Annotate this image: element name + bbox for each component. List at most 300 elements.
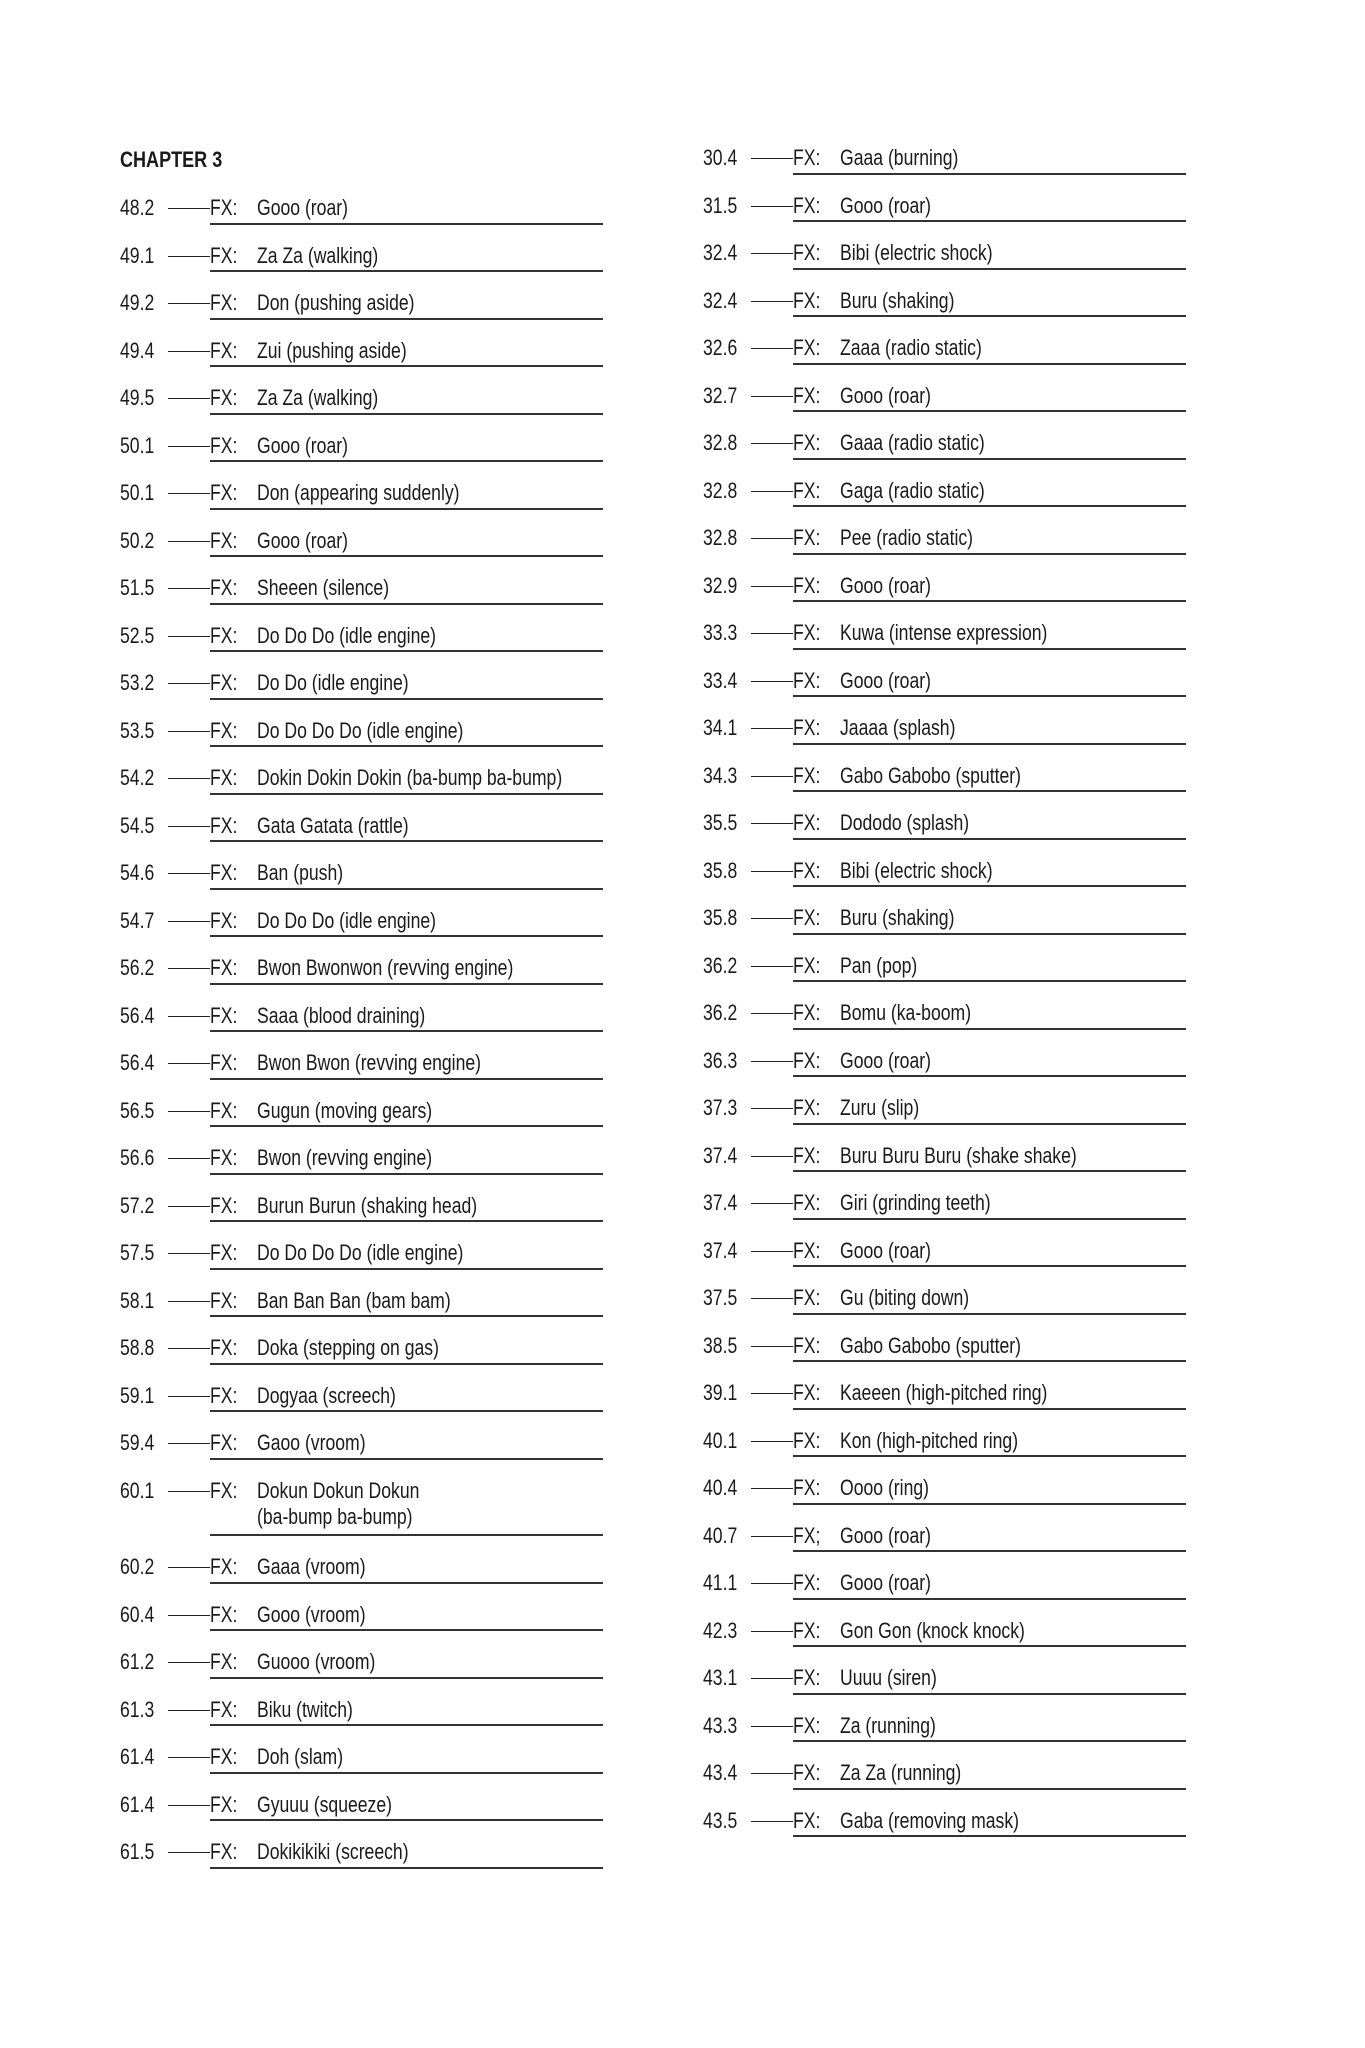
fx-entry: [120, 1641, 640, 1689]
leader-line: [168, 398, 210, 399]
page-panel-number: 37.4: [703, 1190, 738, 1215]
leader-line: [168, 1158, 210, 1159]
fx-label: FX:: [793, 1332, 821, 1358]
leader-line: [751, 918, 793, 919]
fx-text: Dokin Dokin Dokin (ba-bump ba-bump): [257, 765, 563, 790]
fx-label: FX:: [210, 955, 238, 980]
fx-text: Oooo (ring): [840, 1475, 930, 1500]
fx-text: Gaaa (vroom): [257, 1554, 366, 1579]
page-panel-number: 40.4: [703, 1475, 738, 1500]
fx-translation: [257, 433, 348, 459]
fx-entry: [120, 1042, 640, 1090]
leader-line: [168, 1301, 210, 1302]
page-panel-number: 60.4: [120, 1601, 155, 1627]
fx-text: Gooo (roar): [840, 1047, 931, 1073]
fx-label: FX:: [210, 1050, 238, 1075]
underline: [793, 1598, 1186, 1600]
fx-translation: [257, 1145, 432, 1171]
page-panel-number: 56.4: [120, 1050, 155, 1075]
leader-line: [168, 968, 210, 969]
fx-text: Gaga (radio static): [840, 477, 985, 503]
underline: [210, 1582, 603, 1584]
fx-text: Bibi (electric shock): [840, 240, 993, 265]
fx-text: Gooo (roar): [257, 195, 348, 220]
fx-entry: [120, 235, 640, 283]
fx-text: Dokun Dokun Dokun: [257, 1477, 420, 1503]
fx-label: FX:: [793, 1285, 821, 1310]
leader-line: [751, 396, 793, 397]
underline: [793, 1075, 1186, 1077]
page-panel-number: 36.3: [703, 1047, 738, 1073]
leader-line: [168, 873, 210, 874]
page-panel-number: 40.1: [703, 1427, 738, 1453]
page-panel-number: 42.3: [703, 1617, 738, 1643]
underline: [210, 1724, 603, 1726]
fx-text: Jaaaa (splash): [840, 715, 956, 740]
leader-line: [751, 1203, 793, 1204]
fx-translation: [257, 860, 343, 886]
underline: [793, 980, 1186, 982]
fx-label: FX:: [793, 430, 821, 455]
fx-entry: [120, 1784, 640, 1832]
fx-entry: [703, 1562, 1223, 1610]
fx-label: FX:: [210, 385, 238, 410]
underline: [793, 1360, 1186, 1362]
fx-text: Gaaa (radio static): [840, 430, 985, 455]
leader-line: [751, 538, 793, 539]
page-panel-number: 32.9: [703, 572, 738, 598]
fx-translation: [840, 763, 1021, 789]
underline: [210, 1220, 603, 1222]
fx-entry: [703, 280, 1223, 328]
fx-entry: [703, 755, 1223, 803]
leader-line: [751, 871, 793, 872]
underline: [210, 1363, 603, 1365]
leader-line: [168, 1253, 210, 1254]
leader-line: [168, 446, 210, 447]
fx-translation: [840, 1000, 971, 1026]
fx-entry: [120, 1689, 640, 1737]
fx-label: FX:: [210, 1696, 238, 1722]
page-panel-number: 59.4: [120, 1430, 155, 1455]
fx-entry: [703, 517, 1223, 565]
page-panel-number: 49.1: [120, 242, 155, 268]
page-panel-number: 56.4: [120, 1002, 155, 1028]
page-panel-number: 61.3: [120, 1696, 155, 1722]
fx-translation: [257, 955, 513, 981]
leader-line: [751, 728, 793, 729]
fx-entry: [703, 1040, 1223, 1088]
page-panel-number: 56.6: [120, 1145, 155, 1170]
page-panel-number: 43.1: [703, 1665, 738, 1690]
fx-translation: [257, 243, 378, 269]
fx-translation: [840, 1238, 931, 1264]
underline: [793, 315, 1186, 317]
fx-text: Gooo (roar): [840, 382, 931, 408]
fx-text: Za Za (running): [840, 1760, 962, 1785]
underline: [210, 935, 603, 937]
fx-label: FX:: [210, 1382, 238, 1408]
fx-translation: [257, 385, 378, 411]
leader-line: [168, 1063, 210, 1064]
fx-entry: [703, 1705, 1223, 1753]
leader-line: [751, 1346, 793, 1347]
fx-entry: [120, 995, 640, 1043]
fx-label: FX:: [793, 1807, 821, 1833]
fx-entry: [120, 662, 640, 710]
fx-translation: [840, 1665, 937, 1691]
fx-entry: [703, 1372, 1223, 1420]
fx-entry: [120, 900, 640, 948]
page-panel-number: 57.2: [120, 1192, 155, 1218]
page-panel-number: 32.6: [703, 335, 738, 360]
left-column: [120, 140, 640, 1879]
fx-label: FX:: [793, 1190, 821, 1215]
fx-label: FX:: [210, 1791, 238, 1817]
leader-line: [168, 1757, 210, 1758]
fx-entry: [703, 232, 1223, 280]
fx-translation: [257, 1697, 353, 1723]
page-panel-number: 37.4: [703, 1237, 738, 1263]
underline: [210, 365, 603, 367]
fx-label: FX:: [793, 620, 821, 645]
fx-translation: [257, 1478, 419, 1530]
fx-translation: [840, 1380, 1047, 1406]
fx-label: FX:: [210, 670, 238, 695]
page-panel-number: 37.3: [703, 1095, 738, 1120]
fx-label: FX:: [210, 1554, 238, 1579]
fx-text: Don (appearing suddenly): [257, 480, 460, 505]
fx-entry: [703, 1467, 1223, 1515]
fx-entry: [703, 375, 1223, 423]
fx-entry: [703, 1420, 1223, 1468]
leader-line: [751, 443, 793, 444]
fx-entry: [703, 897, 1223, 945]
fx-text: Doka (stepping on gas): [257, 1335, 439, 1360]
leader-line: [751, 1108, 793, 1109]
fx-label: FX:: [793, 905, 821, 930]
fx-entry: [120, 1831, 640, 1879]
underline: [793, 1693, 1186, 1695]
underline: [793, 695, 1186, 697]
underline: [793, 1503, 1186, 1505]
leader-line: [168, 256, 210, 257]
underline: [793, 1645, 1186, 1647]
page-panel-number: 61.4: [120, 1744, 155, 1769]
page-panel-number: 56.5: [120, 1097, 155, 1123]
fx-translation: [257, 338, 407, 364]
page-panel-number: 50.1: [120, 480, 155, 505]
page-panel-number: 38.5: [703, 1332, 738, 1358]
underline: [793, 743, 1186, 745]
fx-label: FX:: [210, 812, 238, 838]
underline: [210, 983, 603, 985]
fx-entry: [703, 992, 1223, 1040]
fx-label: FX:: [210, 1287, 238, 1313]
fx-translation: [840, 478, 985, 504]
fx-translation: [840, 1285, 969, 1311]
fx-entry: [703, 1182, 1223, 1230]
fx-label: FX:: [793, 525, 821, 550]
fx-translation: [840, 905, 954, 931]
fx-translation: [257, 1288, 451, 1314]
leader-line: [751, 1773, 793, 1774]
underline: [793, 1313, 1186, 1315]
page-panel-number: 58.8: [120, 1335, 155, 1360]
fx-entry: [703, 565, 1223, 613]
fx-translation: [840, 145, 958, 171]
fx-text: Dogyaa (screech): [257, 1382, 396, 1408]
underline: [793, 553, 1186, 555]
fx-entry: [703, 185, 1223, 233]
fx-text: Kon (high-pitched ring): [840, 1427, 1019, 1453]
fx-label: FX:: [793, 1427, 821, 1453]
fx-label: FX:: [793, 715, 821, 740]
fx-entry: [120, 425, 640, 473]
leader-line: [751, 1156, 793, 1157]
underline: [793, 790, 1186, 792]
fx-text: Gooo (roar): [840, 667, 931, 693]
fx-label: FX:: [793, 287, 821, 313]
fx-entry: [703, 1515, 1223, 1563]
page-panel-number: 41.1: [703, 1570, 738, 1595]
fx-translation: [840, 1570, 931, 1596]
fx-translation: [257, 1430, 366, 1456]
fx-translation: [257, 1050, 481, 1076]
fx-translation: [840, 1333, 1021, 1359]
leader-line: [168, 1443, 210, 1444]
underline: [793, 885, 1186, 887]
fx-text: Ban Ban Ban (bam bam): [257, 1287, 451, 1313]
fx-label: FX:: [210, 717, 238, 743]
fx-text: Do Do Do Do (idle engine): [257, 717, 464, 743]
underline: [210, 1410, 603, 1412]
fx-text: Pee (radio static): [840, 525, 974, 550]
leader-line: [751, 206, 793, 207]
fx-text: Dododo (splash): [840, 810, 970, 835]
leader-line: [168, 541, 210, 542]
fx-entry: [703, 1657, 1223, 1705]
fx-text: Gata Gatata (rattle): [257, 812, 409, 838]
fx-entry: [120, 1280, 640, 1328]
underline: [210, 745, 603, 747]
fx-label: FX:: [793, 1380, 821, 1405]
fx-text: Gaba (removing mask): [840, 1807, 1019, 1833]
underline: [793, 173, 1186, 175]
underline: [793, 1170, 1186, 1172]
fx-text: Buru (shaking): [840, 287, 955, 313]
page-panel-number: 53.5: [120, 717, 155, 743]
fx-text: Zuru (slip): [840, 1095, 920, 1120]
page-panel-number: 50.1: [120, 432, 155, 458]
page-panel-number: 35.8: [703, 905, 738, 930]
fx-entry: [703, 707, 1223, 755]
fx-label: FX:: [210, 1002, 238, 1028]
fx-text: Ban (push): [257, 860, 344, 885]
fx-label: FX:: [793, 667, 821, 693]
fx-label: FX:: [210, 1601, 238, 1627]
fx-label: FX:: [210, 765, 238, 790]
underline: [793, 1835, 1186, 1837]
fx-text: Giri (grinding teeth): [840, 1190, 991, 1215]
underline: [793, 220, 1186, 222]
fx-text: Gooo (roar): [257, 432, 348, 458]
fx-entry: [703, 1087, 1223, 1135]
fx-label: FX:: [210, 337, 238, 363]
fx-text: Bomu (ka-boom): [840, 1000, 972, 1025]
underline: [793, 505, 1186, 507]
leader-line: [168, 1615, 210, 1616]
fx-text: Kuwa (intense expression): [840, 620, 1048, 645]
leader-line: [751, 633, 793, 634]
fx-label: FX:: [210, 1240, 238, 1265]
fx-text: Do Do Do (idle engine): [257, 907, 437, 933]
underline: [793, 458, 1186, 460]
fx-label: FX:: [210, 622, 238, 648]
fx-entry: [120, 330, 640, 378]
page-panel-number: 54.7: [120, 907, 155, 933]
fx-translation: [840, 953, 917, 979]
underline: [793, 268, 1186, 270]
fx-text: Saaa (blood draining): [257, 1002, 426, 1028]
fx-label: FX:: [210, 1335, 238, 1360]
leader-line: [168, 1852, 210, 1853]
fx-text: Do Do Do Do (idle engine): [257, 1240, 464, 1265]
fx-entry: [120, 852, 640, 900]
page-panel-number: 35.8: [703, 857, 738, 883]
fx-label: FX:: [793, 335, 821, 360]
fx-translation: [840, 240, 993, 266]
fx-translation: [257, 1649, 375, 1675]
fx-label: FX;: [793, 1522, 821, 1548]
fx-entry: [120, 1546, 640, 1594]
leader-line: [751, 776, 793, 777]
fx-text: Gooo (roar): [257, 527, 348, 553]
page-panel-number: 34.3: [703, 762, 738, 788]
underline: [793, 1408, 1186, 1410]
underline: [210, 1173, 603, 1175]
page-panel-number: 33.4: [703, 667, 738, 693]
underline: [210, 1867, 603, 1869]
fx-translation: [840, 1808, 1019, 1834]
page-panel-number: 43.4: [703, 1760, 738, 1785]
leader-line: [168, 636, 210, 637]
fx-translation: [257, 1335, 439, 1361]
page-panel-number: 32.4: [703, 287, 738, 313]
fx-label: FX:: [210, 1744, 238, 1769]
page-panel-number: 32.8: [703, 477, 738, 503]
underline: [793, 933, 1186, 935]
fx-entry: [120, 1185, 640, 1233]
underline: [210, 1078, 603, 1080]
fx-entry: [120, 1375, 640, 1423]
underline: [793, 1455, 1186, 1457]
fx-translation: [840, 715, 955, 741]
fx-label: FX:: [793, 810, 821, 835]
page-panel-number: 32.8: [703, 430, 738, 455]
fx-text: Zui (pushing aside): [257, 337, 407, 363]
leader-line: [168, 1016, 210, 1017]
fx-translation: [840, 288, 954, 314]
fx-entry: [120, 1594, 640, 1642]
fx-translation: [840, 1048, 931, 1074]
underline: [793, 1218, 1186, 1220]
fx-translation: [840, 810, 969, 836]
underline: [210, 888, 603, 890]
leader-line: [751, 1678, 793, 1679]
leader-line: [751, 1821, 793, 1822]
underline: [793, 410, 1186, 412]
underline: [793, 1550, 1186, 1552]
fx-entry: [120, 1090, 640, 1138]
page-panel-number: 51.5: [120, 575, 155, 600]
fx-text: Gyuuu (squeeze): [257, 1791, 393, 1817]
page-panel-number: 30.4: [703, 145, 738, 170]
fx-text: Pan (pop): [840, 952, 918, 978]
fx-text: Gabo Gabobo (sputter): [840, 1332, 1021, 1358]
fx-entry: [120, 615, 640, 663]
fx-translation: [257, 908, 436, 934]
leader-line: [751, 1393, 793, 1394]
fx-translation: [257, 290, 415, 316]
fx-entry: [120, 1327, 640, 1375]
fx-label: FX:: [210, 1839, 238, 1864]
fx-text: Gon Gon (knock knock): [840, 1617, 1025, 1643]
fx-text: Buru Buru Buru (shake shake): [840, 1142, 1077, 1168]
page-panel-number: 60.2: [120, 1554, 155, 1579]
underline: [210, 270, 603, 272]
page-panel-number: 36.2: [703, 952, 738, 978]
fx-label: FX:: [210, 1477, 238, 1503]
fx-text: Bibi (electric shock): [840, 857, 993, 883]
fx-entry: [703, 1752, 1223, 1800]
fx-entry: [703, 1277, 1223, 1325]
leader-line: [168, 303, 210, 304]
fx-translation: [257, 1744, 343, 1770]
fx-text: Zaaa (radio static): [840, 335, 982, 360]
fx-label: FX:: [793, 857, 821, 883]
fx-text: Gu (biting down): [840, 1285, 970, 1310]
page-panel-number: 32.7: [703, 382, 738, 408]
fx-text: Za Za (walking): [257, 242, 379, 268]
page-panel-number: 54.5: [120, 812, 155, 838]
fx-text: Gooo (roar): [840, 572, 931, 598]
leader-line: [168, 1491, 210, 1492]
fx-label: FX:: [210, 1145, 238, 1170]
fx-entry: [703, 945, 1223, 993]
underline: [793, 1123, 1186, 1125]
fx-translation: [840, 668, 931, 694]
leader-line: [168, 1805, 210, 1806]
fx-translation: [257, 480, 460, 506]
leader-line: [751, 1441, 793, 1442]
fx-label: FX:: [210, 242, 238, 268]
fx-entry: [703, 1230, 1223, 1278]
underline: [210, 793, 603, 795]
fx-label: FX:: [793, 1665, 821, 1690]
underline: [210, 223, 603, 225]
fx-text: Za Za (walking): [257, 385, 379, 410]
fx-label: FX:: [210, 527, 238, 553]
fx-label: FX:: [793, 1047, 821, 1073]
underline: [210, 1534, 603, 1536]
leader-line: [751, 823, 793, 824]
fx-entry: [120, 805, 640, 853]
fx-translation: [257, 1792, 392, 1818]
leader-line: [168, 683, 210, 684]
leader-line: [168, 1662, 210, 1663]
leader-line: [751, 491, 793, 492]
